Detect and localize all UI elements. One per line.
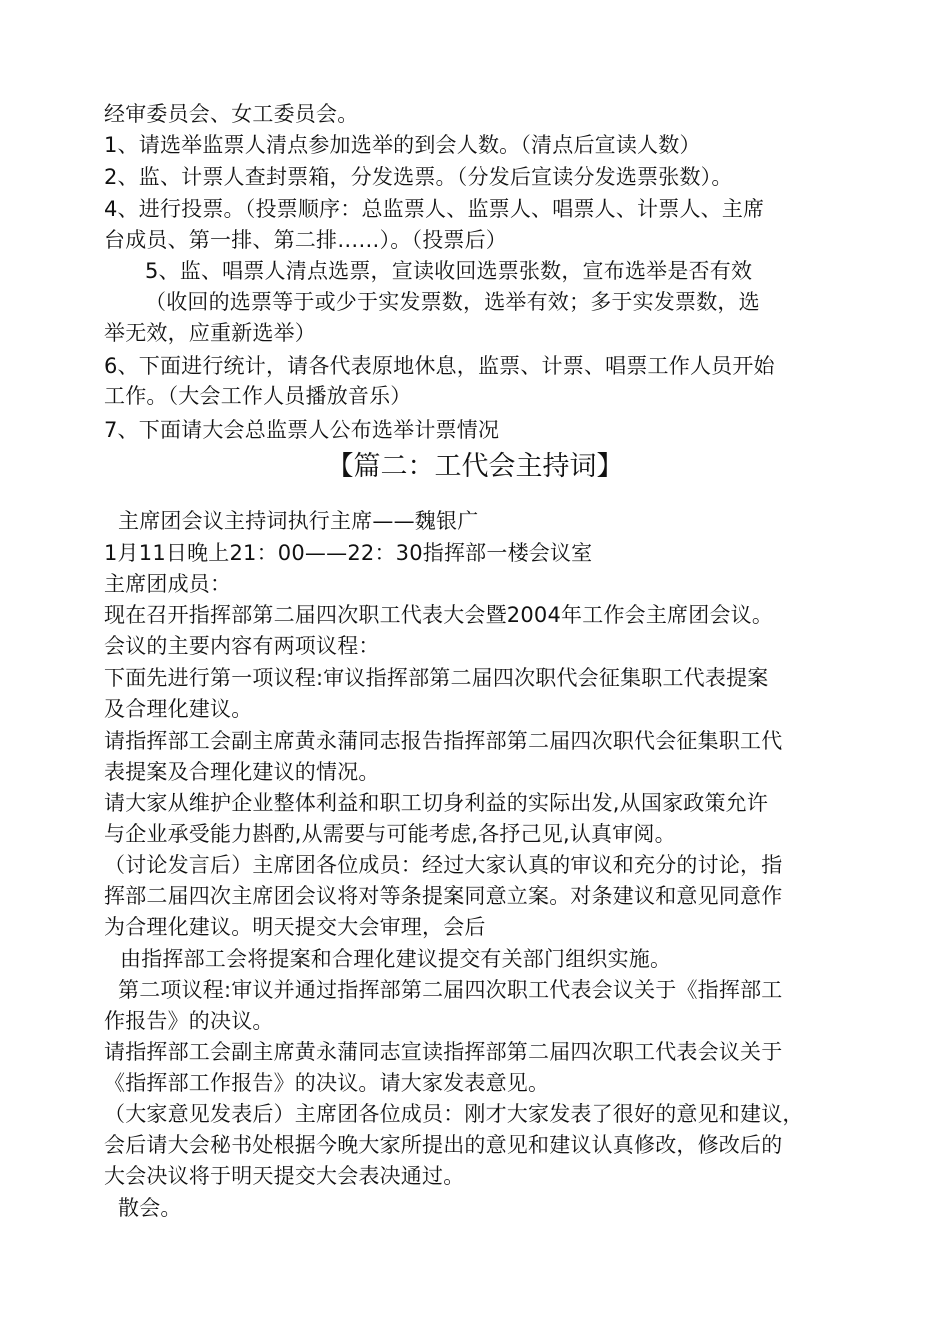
paragraph-line: 现在召开指挥部第二届四次职工代表大会暨2004年工作会主席团会议。 (104, 603, 774, 627)
paragraph-line: 会后请大会秘书处根据今晚大家所提出的意见和建议认真修改，修改后的 (104, 1133, 783, 1157)
list-item-5: 5、监、唱票人清点选票，宣读收回选票张数，宣布选举是否有效 (145, 259, 753, 283)
paragraph-line: 表提案及合理化建议的情况。 (104, 760, 380, 784)
list-item-5-cont: （收回的选票等于或少于实发票数，选举有效；多于实发票数，选 (145, 290, 760, 314)
paragraph-line: 与企业承受能力斟酌,从需要与可能考虑,各抒己见,认真审阅。 (104, 822, 676, 846)
paragraph-line: 挥部二届四次主席团会议将对等条提案同意立案。对条建议和意见同意作 (104, 884, 783, 908)
paragraph-line: 经审委员会、女工委员会。 (104, 102, 359, 126)
paragraph-line: 主席团成员： (104, 572, 232, 596)
list-item-6: 6、下面进行统计，请各代表原地休息，监票、计票、唱票工作人员开始 (104, 354, 775, 378)
paragraph-line: 下面先进行第一项议程:审议指挥部第二届四次职代会征集职工代表提案 (104, 666, 769, 690)
list-item-7: 7、下面请大会总监票人公布选举计票情况 (104, 418, 500, 442)
paragraph-line: 请指挥部工会副主席黄永蒲同志宣读指挥部第二届四次职工代表会议关于 (104, 1040, 783, 1064)
list-item-4: 4、进行投票。（投票顺序：总监票人、监票人、唱票人、计票人、主席 (104, 197, 765, 221)
section-title: 【篇二：工代会主持词】 (326, 451, 624, 482)
paragraph-line: 1月11日晚上21：00——22：30指挥部一楼会议室 (104, 541, 593, 565)
list-item-4-cont: 台成员、第一排、第二排……）。（投票后） (104, 228, 507, 252)
paragraph-line: 由指挥部工会将提案和合理化建议提交有关部门组织实施。 (120, 947, 672, 971)
paragraph-line: 及合理化建议。 (104, 697, 253, 721)
paragraph-line: 作报告》的决议。 (104, 1009, 274, 1033)
list-item-6-cont: 工作。（大会工作人员播放音乐） (104, 384, 412, 408)
list-item-5-cont2: 举无效，应重新选举） (104, 321, 316, 345)
paragraph-line: （讨论发言后）主席团各位成员：经过大家认真的审议和充分的讨论，指 (104, 853, 783, 877)
paragraph-line: （大家意见发表后）主席团各位成员：刚才大家发表了很好的意见和建议， (104, 1102, 804, 1126)
paragraph-line: 主席团会议主持词执行主席——魏银广 (118, 509, 479, 533)
paragraph-line: 大会决议将于明天提交大会表决通过。 (104, 1164, 465, 1188)
paragraph-line: 第二项议程:审议并通过指挥部第二届四次职工代表会议关于《指挥部工 (118, 978, 783, 1002)
paragraph-line: 请大家从维护企业整体利益和职工切身利益的实际出发,从国家政策允许 (104, 791, 769, 815)
list-item-2: 2、监、计票人查封票箱，分发选票。（分发后宣读分发选票张数）。 (104, 165, 733, 189)
paragraph-line: 散会。 (118, 1196, 182, 1220)
list-item-1: 1、请选举监票人清点参加选举的到会人数。（清点后宣读人数） (104, 133, 701, 157)
paragraph-line: 请指挥部工会副主席黄永蒲同志报告指挥部第二届四次职代会征集职工代 (104, 729, 783, 753)
paragraph-line: 为合理化建议。明天提交大会审理，会后 (104, 915, 486, 939)
paragraph-line: 会议的主要内容有两项议程： (104, 634, 380, 658)
paragraph-line: 《指挥部工作报告》的决议。请大家发表意见。 (104, 1071, 550, 1095)
